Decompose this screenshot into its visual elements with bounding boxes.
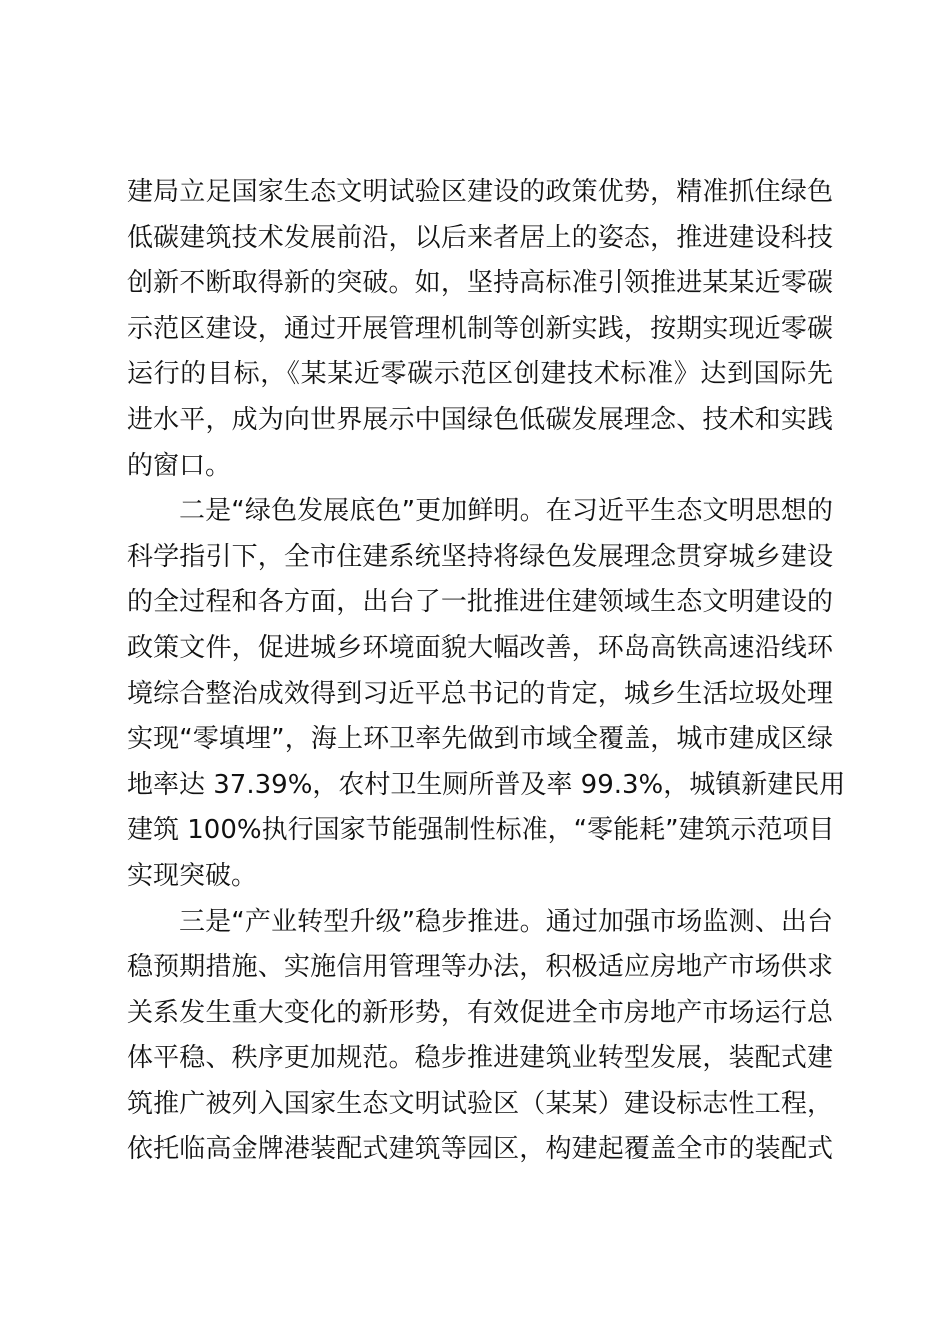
text-line: 低碳建筑技术发展前沿，以后来者居上的姿态，推进建设科技	[127, 222, 833, 253]
text-line: 科学指引下，全市住建系统坚持将绿色发展理念贯穿城乡建设	[127, 541, 833, 572]
text-line: 体平稳、秩序更加规范。稳步推进建筑业转型发展，装配式建	[127, 1043, 833, 1074]
paragraph-first-line: 三是“产业转型升级”稳步推进。通过加强市场监测、出台	[179, 906, 833, 937]
text-line: 稳预期措施、实施信用管理等办法，积极适应房地产市场供求	[127, 952, 833, 983]
text-line: 创新不断取得新的突破。如，坚持高标准引领推进某某近零碳	[127, 268, 833, 299]
text-line: 依托临高金牌港装配式建筑等园区，构建起覆盖全市的装配式	[127, 1134, 833, 1165]
text-line: 地率达 37.39%，农村卫生厕所普及率 99.3%，城镇新建民用	[127, 769, 846, 800]
text-line: 进水平，成为向世界展示中国绿色低碳发展理念、技术和实践	[127, 404, 833, 435]
text-line: 实现“零填埋”，海上环卫率先做到市域全覆盖，城市建成区绿	[127, 724, 833, 755]
text-line: 的全过程和各方面，出台了一批推进住建领域生态文明建设的	[127, 587, 833, 618]
text-line: 关系发生重大变化的新形势，有效促进全市房地产市场运行总	[127, 997, 833, 1028]
text-line: 运行的目标，《某某近零碳示范区创建技术标准》达到国际先	[127, 359, 833, 390]
text-line: 政策文件，促进城乡环境面貌大幅改善，环岛高铁高速沿线环	[127, 632, 833, 663]
text-line: 建局立足国家生态文明试验区建设的政策优势，精准抓住绿色	[127, 177, 833, 207]
text-line: 境综合整治成效得到习近平总书记的肯定，城乡生活垃圾处理	[127, 678, 833, 709]
text-line: 的窗口。	[127, 450, 232, 481]
paragraph-first-line: 二是“绿色发展底色”更加鲜明。在习近平生态文明思想的	[179, 496, 833, 527]
text-line: 实现突破。	[127, 860, 258, 891]
text-line: 筑推广被列入国家生态文明试验区（某某）建设标志性工程，	[127, 1088, 833, 1119]
body-text	[127, 170, 846, 1173]
text-line: 示范区建设，通过开展管理机制等创新实践，按期实现近零碳	[127, 313, 833, 344]
text-line: 建筑 100%执行国家节能强制性标准，“零能耗”建筑示范项目	[127, 815, 835, 846]
